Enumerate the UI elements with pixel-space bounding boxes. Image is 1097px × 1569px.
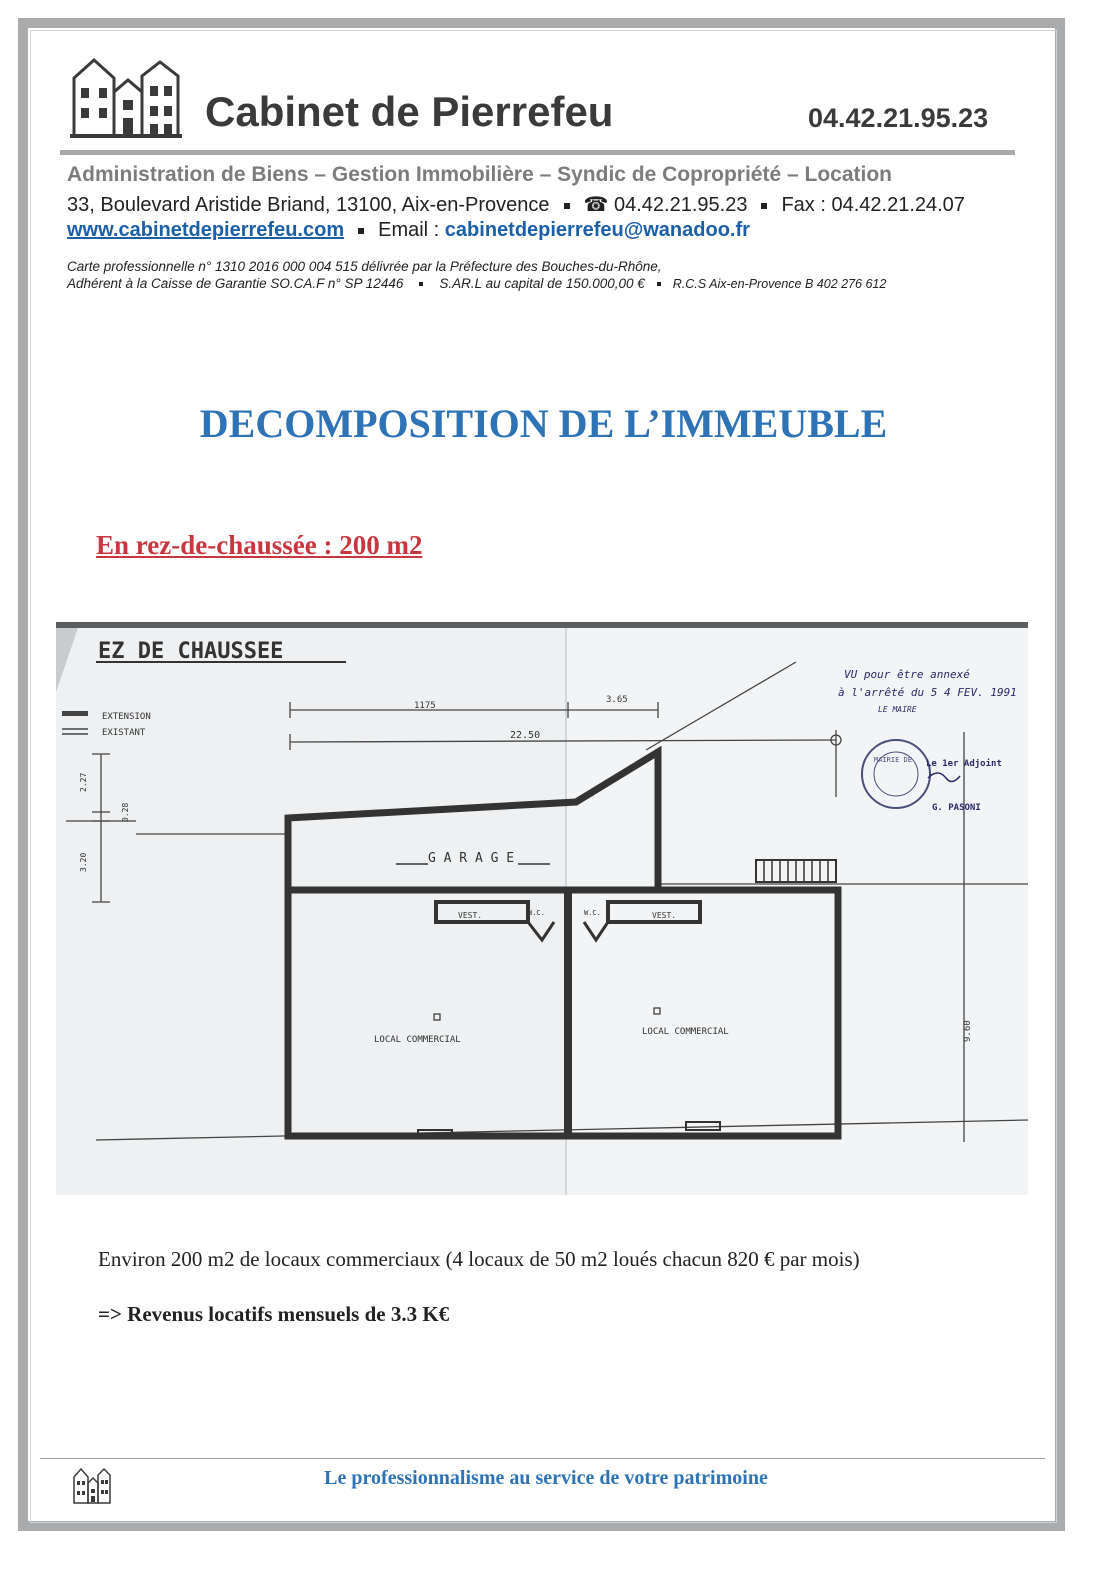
body-text: Environ 200 m2 de locaux commerciaux (4 locaux de 50 m2 loués chacun 820 € par mois) [98,1247,860,1271]
legend-extension: EXTENSION [102,712,151,722]
rcs-number: R.C.S Aix-en-Provence B 402 276 612 [672,277,887,291]
stamp-line-2: à l'arrêté du 5 4 FEV. 1991 [838,686,1017,699]
address: 33, Boulevard Aristide Briand, 13100, Aix-en-Provence [67,194,550,216]
web-line [67,219,750,242]
legal-line-2 [67,275,886,293]
stamp-round-text: MAIRIE DE [874,756,912,764]
legal-line-1: Carte professionnelle n° 1310 2016 000 004 515 délivrée par la Préfecture des Bouches-du-Rhône, [67,259,662,274]
services-line: Administration de Biens – Gestion Immobilière – Syndic de Copropriété – Location [67,163,892,186]
dim-1175: 1175 [414,701,436,711]
dim-2250: 22.50 [510,730,541,741]
contact-line [67,192,965,217]
email-link[interactable]: cabinetdepierrefeu@wanadoo.fr [444,219,750,241]
stamp-line-3: LE MAIRE [878,705,917,714]
section-heading: En rez-de-chaussée : 200 m2 [96,530,423,560]
dim-028: 0.28 [121,802,130,822]
footer-tagline: Le professionnalisme au service de votre patrimoine [324,1467,768,1489]
fax-number: Fax : 04.42.21.24.07 [781,194,965,216]
local-commercial-right: LOCAL COMMERCIAL [642,1027,729,1037]
legal-notice [67,258,886,293]
bullet-separator [564,203,570,209]
dim-960: 9.60 [963,1020,973,1042]
plan-title: EZ DE CHAUSSEE [98,639,284,664]
website-link[interactable]: www.cabinetdepierrefeu.com [67,219,345,241]
legend-existant: EXISTANT [102,728,146,738]
stamp-line-4: G. PASONI [932,803,981,813]
garage-label: G A R A G E [428,851,515,866]
header-divider [60,150,1015,155]
bullet-separator [657,282,661,286]
footer-divider [40,1458,1045,1459]
floor-plan [56,622,1028,1195]
local-commercial-left: LOCAL COMMERCIAL [374,1035,461,1045]
page-title: DECOMPOSITION DE L’IMMEUBLE [199,401,888,446]
stamp-adjoint: Le 1er Adjoint [926,759,1002,769]
phone-number: ☎ 04.42.21.95.23 [583,194,748,216]
revenue-text: => Revenus locatifs mensuels de 3.3 K€ [98,1302,450,1326]
dim-320: 3.20 [79,852,88,872]
guarantee-fund: Adhérent à la Caisse de Garantie SO.CA.F n° SP 12446 [67,276,404,291]
company-capital: S.AR.L au capital de 150.000,00 € [439,276,645,291]
bullet-separator [358,228,364,234]
email-label: Email : [378,219,440,241]
wc-left: W.C. [528,909,545,917]
header-phone: 04.42.21.95.23 [808,103,989,133]
dim-365: 3.65 [606,695,628,705]
building-logo-icon [70,56,182,138]
stamp-line-1: VU pour être annexé [844,668,970,681]
vest-right: VEST. [652,911,677,920]
wc-right: W.C. [584,909,601,917]
vest-left: VEST. [458,911,483,920]
bullet-separator [761,203,767,209]
firm-name: Cabinet de Pierrefeu [205,88,614,135]
dim-227: 2.27 [79,772,88,792]
bullet-separator [419,282,423,286]
